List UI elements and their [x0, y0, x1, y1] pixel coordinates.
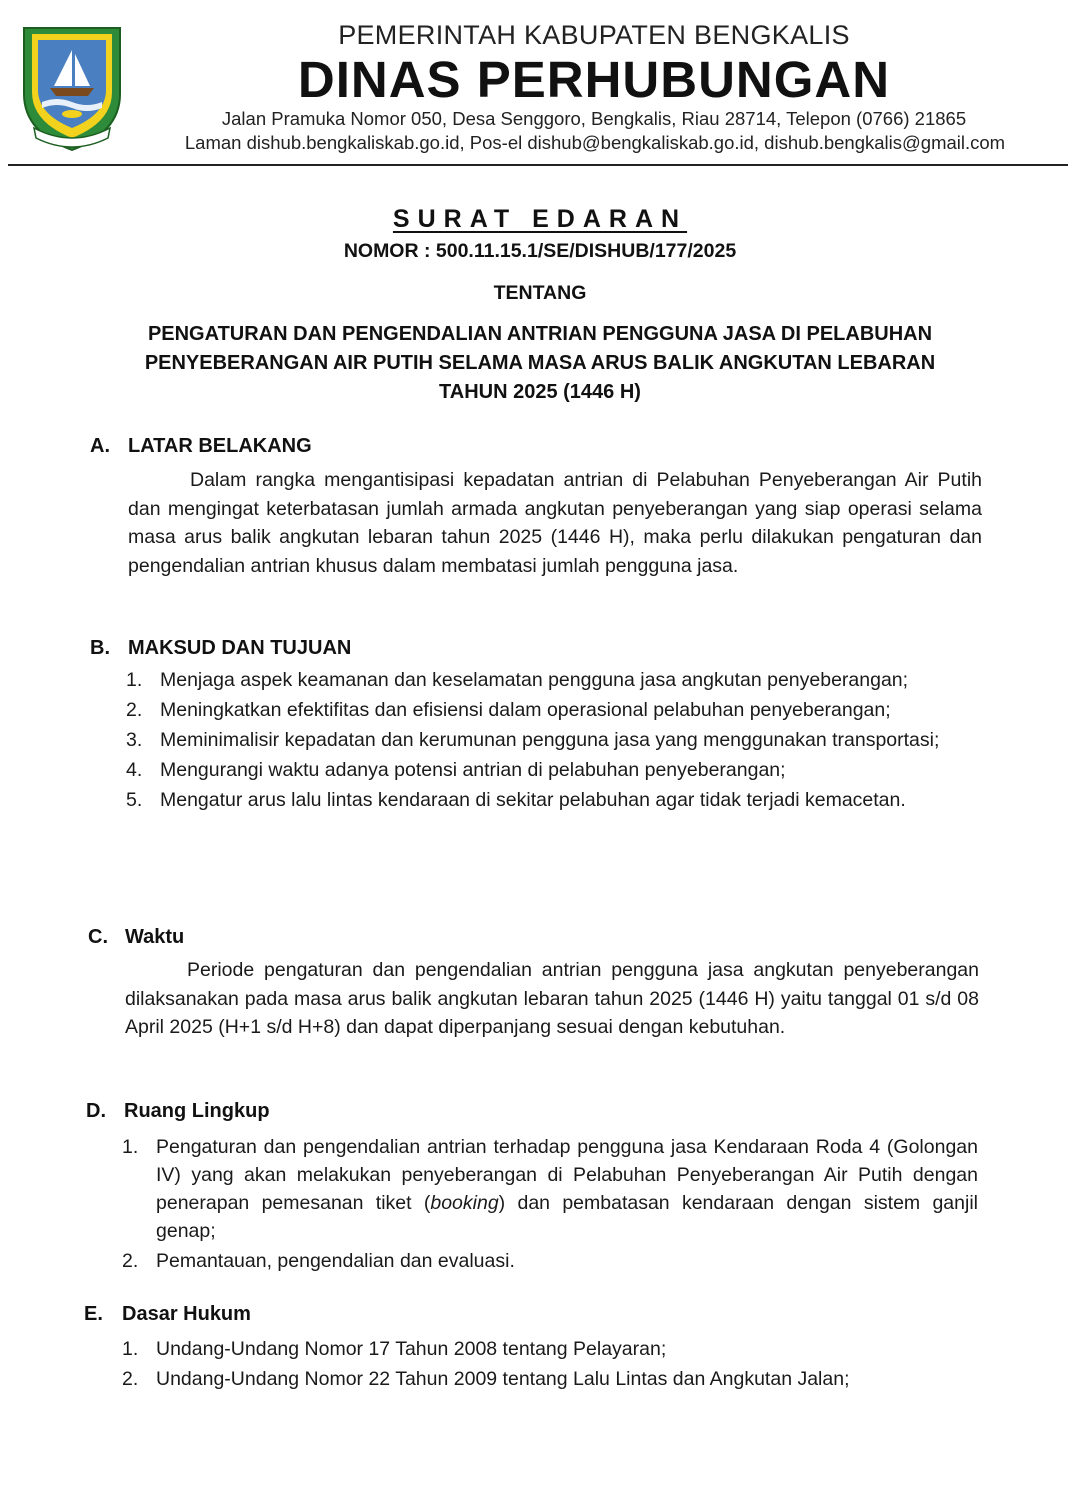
office-address: Jalan Pramuka Nomor 050, Desa Senggoro, Bengkalis, Riau 28714, Telepon (0766) 21865 [221, 108, 967, 129]
subject-line: PENYEBERANGAN AIR PUTIH SELAMA MASA ARUS BALIK ANGKUTAN LEBARAN [144, 352, 936, 374]
section-c-paragraph [125, 956, 979, 1042]
list-item: 2. Pemantauan, pengendalian dan evaluasi. [122, 1250, 515, 1272]
list-item: 2. Undang-Undang Nomor 22 Tahun 2009 tentang Lalu Lintas dan Angkutan Jalan; [122, 1368, 850, 1390]
section-a-letter: A. [90, 435, 110, 457]
subject-line: TAHUN 2025 (1446 H) [439, 381, 641, 403]
document-number: NOMOR : 500.11.15.1/SE/DISHUB/177/2025 [343, 240, 737, 262]
section-a-title: LATAR BELAKANG [128, 435, 312, 457]
section-b-letter: B. [90, 637, 110, 659]
letterhead-divider [8, 164, 1068, 166]
subject-line: PENGATURAN DAN PENGENDALIAN ANTRIAN PENGGUNA JASA DI PELABUHAN [147, 323, 933, 345]
section-b-list [126, 666, 980, 816]
document-type: SURAT EDARAN [392, 205, 688, 233]
list-item: 1. Menjaga aspek keamanan dan keselamatan pengguna jasa angkutan penyeberangan; [126, 669, 909, 691]
section-c-title: Waktu [125, 926, 185, 948]
document-about-label: TENTANG [493, 282, 587, 304]
contact-line: Laman dishub.bengkaliskab.go.id, Pos-el dishub@bengkaliskab.go.id, dishub.bengkalis@gmail.com [184, 132, 1006, 153]
section-c-letter: C. [88, 926, 108, 948]
list-item: 4. Mengurangi waktu adanya potensi antrian di pelabuhan penyeberangan; [126, 759, 786, 781]
list-item: 1. Undang-Undang Nomor 17 Tahun 2008 tentang Pelayaran; [122, 1338, 667, 1360]
regency-crest-icon [20, 24, 124, 156]
section-d-letter: D. [86, 1100, 106, 1122]
section-d-list [122, 1133, 978, 1277]
document-subject [80, 320, 1000, 407]
list-item: 5. Mengatur arus lalu lintas kendaraan di sekitar pelabuhan agar tidak terjadi kemacetan. [126, 789, 906, 811]
list-item: 2. Meningkatkan efektifitas dan efisiensi dalam operasional pelabuhan penyeberangan; [126, 699, 891, 721]
section-b-title: MAKSUD DAN TUJUAN [128, 637, 352, 659]
section-e-list [122, 1335, 982, 1395]
section-e-letter: E. [84, 1303, 103, 1325]
section-d-title: Ruang Lingkup [124, 1100, 270, 1122]
section-e-title: Dasar Hukum [122, 1303, 251, 1325]
list-item: 1. Pengaturan dan pengendalian antrian terhadap pengguna jasa Kendaraan Roda 4 (Golongan IV) yang akan melakukan penyeberangan di Pelabuhan Penyeberangan Air Putih dengan penerapan pemesanan tiket (booking) dan pembatasan kendaraan dengan sistem ganjil genap; [122, 1136, 978, 1242]
section-a-paragraph [128, 466, 982, 580]
section-c-text: Periode pengaturan dan pengendalian antrian pengguna jasa angkutan penyeberangan dilaksanakan pada masa arus balik angkutan lebaran tahun 2025 (1446 H) yaitu tanggal 01 s/d 08 April 2025 (H+1 s/d H+8) dan dapat diperpanjang sesuai dengan kebutuhan. [125, 959, 979, 1038]
department-name: DINAS PERHUBUNGAN [297, 51, 891, 108]
section-a-text: Dalam rangka mengantisipasi kepadatan antrian di Pelabuhan Penyeberangan Air Putih dan mengingat keterbatasan jumlah armada angkutan penyeberangan yang siap operasi selama masa arus balik angkutan lebaran tahun 2025 (1446 H), maka perlu dilakukan pengaturan dan pengendalian antrian khusus dalam membatasi jumlah pengguna jasa. [128, 469, 982, 577]
government-name: PEMERINTAH KABUPATEN BENGKALIS [338, 20, 850, 50]
list-item: 3. Meminimalisir kepadatan dan kerumunan pengguna jasa yang menggunakan transportasi; [126, 729, 940, 751]
